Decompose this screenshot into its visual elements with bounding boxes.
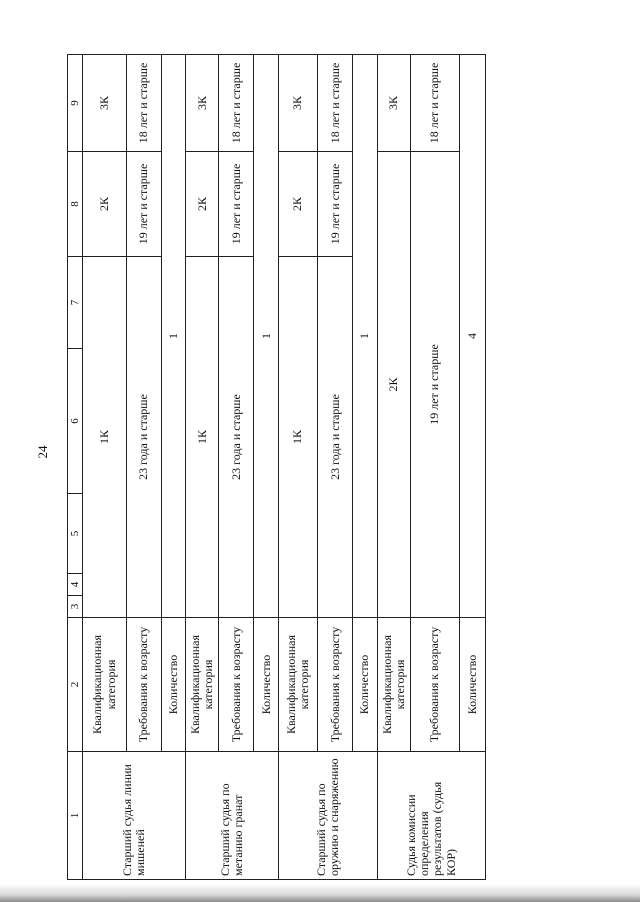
label-cell: Требования к возрасту (126, 618, 161, 752)
count-cell: 1 (161, 55, 186, 618)
count-cell: 1 (254, 55, 279, 618)
role-cell: Старший судья линии мишеней (83, 752, 186, 880)
label-cell: Требования к возрасту (410, 618, 459, 752)
rotated-table-container (67, 55, 486, 880)
category-cell-8: 2К (279, 152, 318, 257)
category-cell: 1К (186, 257, 219, 618)
age-cell-8: 19 лет и старше (126, 152, 161, 257)
category-cell-9: 3К (377, 55, 410, 152)
label-cell: Квалификационная категория (186, 618, 219, 752)
role-cell: Старший судья по оружию и снаряжению (279, 752, 378, 880)
age-cell: 23 года и старше (126, 257, 161, 618)
header-cell-2: 2 (68, 618, 83, 752)
age-cell-9: 18 лет и старше (126, 55, 161, 152)
category-cell-9: 3К (83, 55, 126, 152)
age-cell: 23 года и старше (318, 257, 353, 618)
header-cell-7: 7 (68, 257, 83, 349)
page-number: 24 (35, 445, 50, 459)
role-cell: Старший судья по метанию гранат (186, 752, 279, 880)
label-cell: Квалификационная категория (83, 618, 126, 752)
header-cell-9: 9 (68, 55, 83, 152)
category-cell-9: 3К (279, 55, 318, 152)
label-cell: Квалификационная категория (279, 618, 318, 752)
header-cell-8: 8 (68, 152, 83, 257)
category-cell-9: 3К (186, 55, 219, 152)
age-cell-9: 18 лет и старше (219, 55, 254, 152)
requirements-table (67, 54, 486, 880)
age-cell-8: 19 лет и старше (219, 152, 254, 257)
label-cell: Требования к возрасту (219, 618, 254, 752)
label-cell: Квалификационная категория (377, 618, 410, 752)
header-cell-1: 1 (68, 752, 83, 880)
count-cell: 4 (460, 55, 486, 618)
label-cell: Количество (460, 618, 486, 752)
table-row (186, 55, 219, 880)
header-cell-5: 5 (68, 494, 83, 574)
header-cell-6: 6 (68, 349, 83, 494)
role-cell: Судья комиссии определения результатов (судья КОР) (377, 752, 485, 880)
category-cell: 1К (83, 257, 126, 618)
label-cell: Количество (161, 618, 186, 752)
category-cell-8: 2К (83, 152, 126, 257)
header-row (68, 55, 83, 880)
age-cell-8: 19 лет и старше (318, 152, 353, 257)
age-cell-9: 18 лет и старше (318, 55, 353, 152)
age-cell-9: 18 лет и старше (410, 55, 459, 152)
category-cell-8: 2К (186, 152, 219, 257)
age-cell: 19 лет и старше (410, 152, 459, 618)
scan-edge (0, 884, 640, 902)
header-cell-4: 4 (68, 574, 83, 596)
category-cell: 2К (377, 152, 410, 618)
category-cell: 1К (279, 257, 318, 618)
label-cell: Количество (254, 618, 279, 752)
label-cell: Требования к возрасту (318, 618, 353, 752)
label-cell: Количество (353, 618, 378, 752)
header-cell-3: 3 (68, 596, 83, 618)
table-row (279, 55, 318, 880)
table-row (377, 55, 410, 880)
age-cell: 23 года и старше (219, 257, 254, 618)
table-row (83, 55, 126, 880)
count-cell: 1 (353, 55, 378, 618)
